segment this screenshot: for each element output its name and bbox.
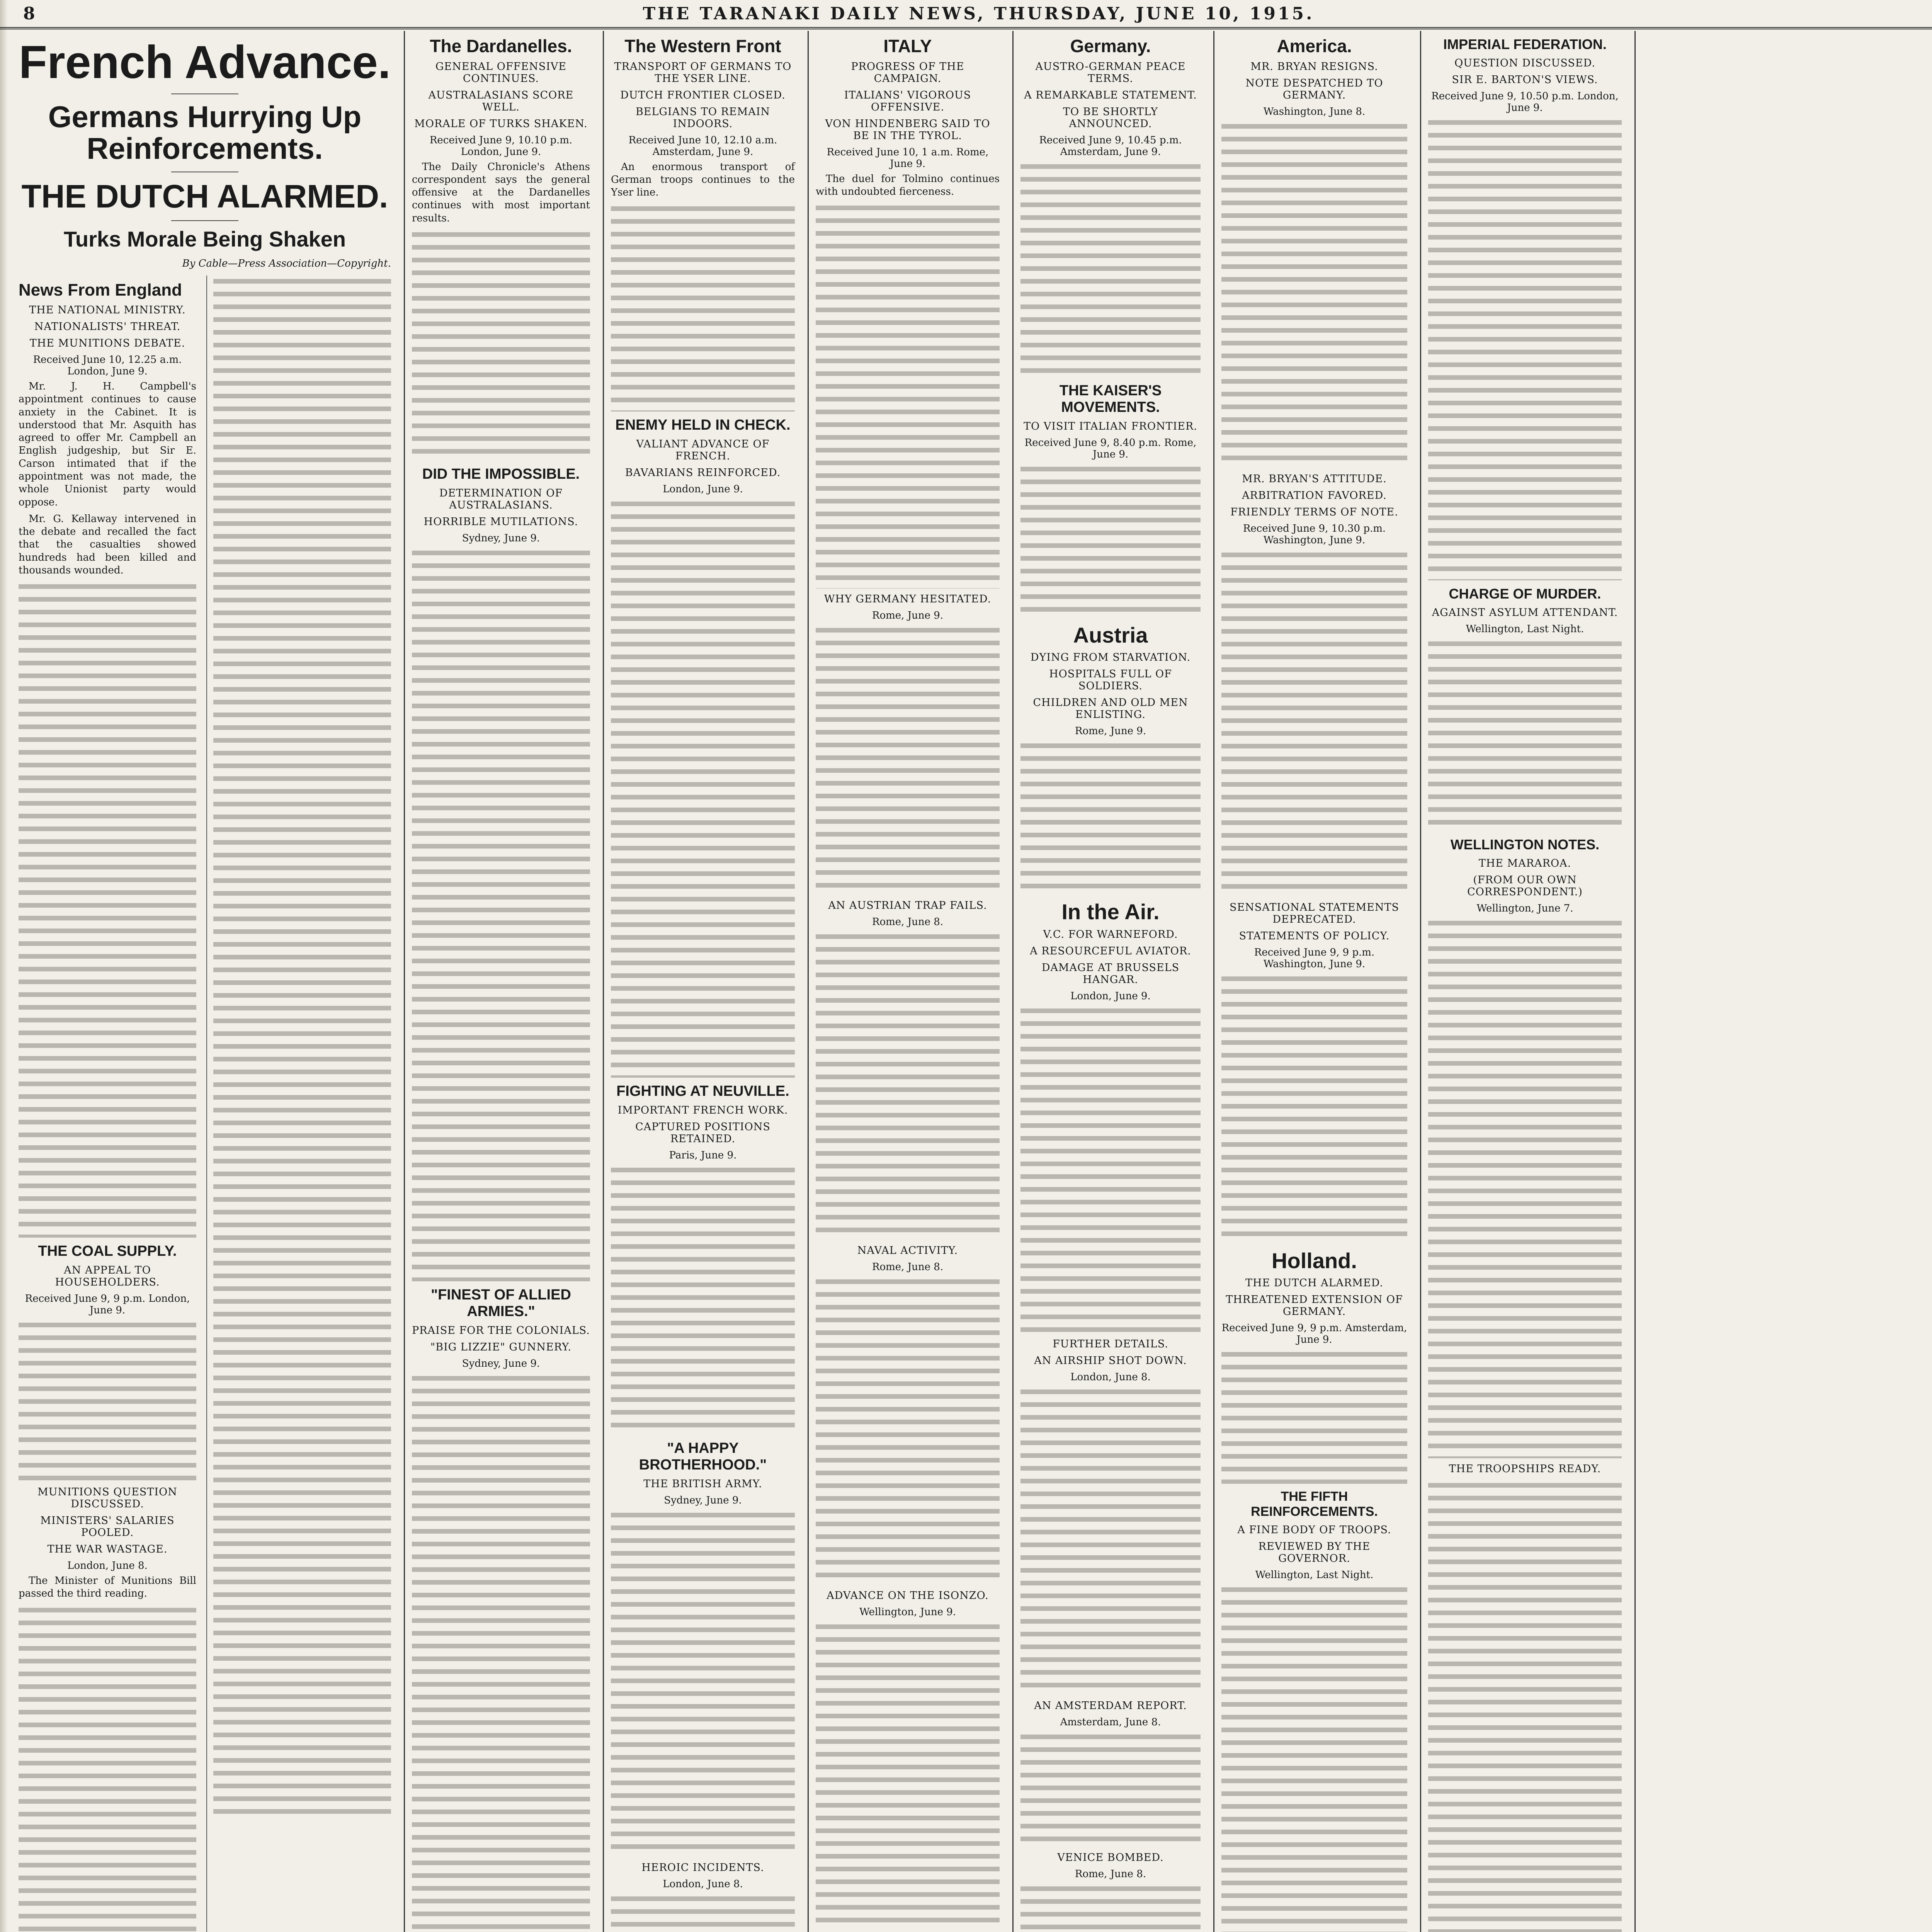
section-sub: MORALE OF TURKS SHAKEN. [414,117,588,130]
section-sub: NATIONALISTS' THREAT. [34,321,181,333]
section-sub: MINISTERS' SALARIES POOLED. [40,1515,175,1539]
headline-french-advance: French Advance. [19,36,391,88]
section-sub: DYING FROM STARVATION. [1030,651,1191,664]
headline-turks-morale: Turks Morale Being Shaken [63,226,346,251]
section-sub: AN APPEAL TO HOUSEHOLDERS. [55,1264,160,1289]
article-body-text [1020,463,1201,618]
section-sub: QUESTION DISCUSSED. [1454,57,1595,69]
section-title-germany: Germany. [1070,36,1151,56]
article-body-text [213,276,391,1821]
article-body-text [1428,638,1622,831]
article-body-text [816,624,1000,895]
dateline: Wellington, Last Night. [1255,1569,1374,1581]
article-body-text [1020,1883,1201,1932]
article-body-text [611,203,795,412]
dateline: Rome, June 8. [1075,1868,1146,1880]
dateline: London, June 8. [1070,1371,1151,1383]
section-sub: THE WAR WASTAGE. [47,1543,168,1556]
dateline: Wellington, June 9. [859,1606,956,1618]
dateline: Sydney, June 9. [664,1495,742,1507]
dateline: Rome, June 8. [872,916,944,928]
dateline: Sydney, June 9. [462,532,540,544]
dateline: London, June 9. [663,483,743,495]
section-heading: THE FIFTH REINFORCEMENTS. [1251,1489,1378,1519]
section-sub: A RESOURCEFUL AVIATOR. [1030,945,1191,957]
column-dardanelles [404,31,597,1932]
section-sub: NOTE DESPATCHED TO GERMANY. [1245,77,1383,101]
subcolumn-news-from-england [19,276,196,1932]
dateline: Received June 9, 9 p.m. Amsterdam, June 9. [1221,1322,1407,1346]
dateline: Received June 9, 8.40 p.m. Rome, June 9. [1024,437,1197,460]
section-sub: THE TROOPSHIPS READY. [1449,1463,1601,1475]
section-title-western-front: The Western Front [624,36,781,56]
section-sub: PROGRESS OF THE CAMPAIGN. [851,60,964,85]
section-sub: SIR E. BARTON'S VIEWS. [1452,74,1598,86]
section-sub: HEROIC INCIDENTS. [641,1862,764,1874]
dateline: Received June 9, 9 p.m. London, June 9. [25,1293,190,1316]
dateline: London, June 8. [67,1560,148,1572]
section-sub: TRANSPORT OF GERMANS TO THE YSER LINE. [614,60,792,85]
section-heading: CHARGE OF MURDER. [1449,586,1601,602]
section-sub: "BIG LIZZIE" GUNNERY. [430,1341,572,1353]
subcolumn-continued [206,276,391,1932]
article-body-text [1428,117,1622,580]
article-body-text [1221,973,1407,1243]
masthead-title: THE TARANAKI DAILY NEWS, THURSDAY, JUNE 10, 1915. [643,3,1315,24]
column-imperial-federation [1420,31,1629,1932]
section-title-america: America. [1277,36,1352,56]
article-body-text [412,229,590,461]
dateline: Washington, June 8. [1263,105,1366,117]
article-body-text [1221,549,1407,897]
dateline: Received June 10, 1 a.m. Rome, June 9. [827,146,989,170]
section-sub: CAPTURED POSITIONS RETAINED. [635,1121,770,1145]
column-germany [1012,31,1208,1932]
dateline: Wellington, June 7. [1476,903,1573,914]
section-title-holland: Holland. [1272,1248,1357,1273]
section-sub: AUSTRALASIANS SCORE WELL. [428,89,574,113]
article-paragraph: Mr. G. Kellaway intervened in the debate and recalled the fact that the casualties showed hundreds had been killed and thousands wounded. [19,513,196,576]
article-body-text [611,498,795,1078]
section-sub: NAVAL ACTIVITY. [857,1245,958,1257]
article-paragraph: The Minister of Munitions Bill passed the third reading. [19,1575,196,1600]
section-sub: THE MARAROA. [1478,857,1571,869]
cable-credit: By Cable—Press Association—Copyright. [182,257,391,269]
section-sub: THREATENED EXTENSION OF GERMANY. [1226,1294,1403,1318]
page-number: 8 [23,3,37,24]
section-sub: ADVANCE ON THE ISONZO. [827,1590,989,1602]
section-title-austria: Austria [1073,622,1148,647]
section-sub: AN AMSTERDAM REPORT. [1034,1699,1187,1712]
section-sub: DAMAGE AT BRUSSELS HANGAR. [1041,961,1180,986]
article-body-text [611,1893,795,1932]
section-sub: WHY GERMANY HESITATED. [824,593,992,605]
article-body-text [1020,1731,1201,1847]
section-sub: HOSPITALS FULL OF SOLDIERS. [1049,668,1172,692]
article-body-text [19,1319,196,1481]
dateline: Received June 10, 12.25 a.m. London, June 9. [33,354,182,378]
section-sub: REVIEWED BY THE GOVERNOR. [1258,1541,1371,1565]
article-body-text [1221,1349,1407,1484]
section-sub: A REMARKABLE STATEMENT. [1024,89,1197,101]
article-body-text [19,581,196,1238]
article-body-text [1428,1480,1622,1932]
article-body-text [1020,1386,1201,1695]
section-heading: DID THE IMPOSSIBLE. [422,466,580,482]
article-body-text [1428,917,1622,1458]
section-sub: THE DUTCH ALARMED. [1245,1277,1383,1289]
article-paragraph: The duel for Tolmino continues with undoubted fierceness. [816,173,1000,197]
section-sub: GENERAL OFFENSIVE CONTINUES. [435,60,567,85]
section-sub: SENSATIONAL STATEMENTS DEPRECATED. [1229,901,1400,925]
section-sub: MR. BRYAN RESIGNS. [1250,60,1378,73]
article-body-text [1221,1584,1407,1932]
section-sub: THE NATIONAL MINISTRY. [29,304,186,316]
section-sub: AGAINST ASYLUM ATTENDANT. [1432,607,1618,619]
section-sub: AUSTRO-GERMAN PEACE TERMS. [1035,60,1186,85]
headline-dutch-alarmed: THE DUTCH ALARMED. [21,178,388,214]
section-sub: CHILDREN AND OLD MEN ENLISTING. [1033,697,1188,721]
article-body-text [816,1621,1000,1930]
section-title-dardanelles: The Dardanelles. [430,36,572,56]
section-title-imperial-federation: IMPERIAL FEDERATION. [1443,36,1607,52]
dateline: Paris, June 9. [669,1150,737,1162]
section-sub: AN AIRSHIP SHOT DOWN. [1034,1354,1187,1367]
section-sub: IMPORTANT FRENCH WORK. [617,1104,788,1117]
section-sub: TO BE SHORTLY ANNOUNCED. [1063,105,1158,130]
dateline: Received June 9, 9 p.m. Washington, June 9. [1254,946,1375,970]
section-heading: THE COAL SUPPLY. [38,1243,177,1260]
section-sub: TO VISIT ITALIAN FRONTIER. [1024,420,1197,432]
page-right-margin [1634,31,1932,1932]
section-heading: FIGHTING AT NEUVILLE. [616,1083,789,1100]
section-sub: BAVARIANS REINFORCED. [625,467,781,479]
article-body-text [1020,161,1201,377]
article-body-text [1020,740,1201,895]
section-sub: MR. BRYAN'S ATTITUDE. [1242,473,1387,485]
section-heading: ENEMY HELD IN CHECK. [615,417,791,434]
dateline: Received June 10, 12.10 a.m. Amsterdam, June 9. [628,134,777,158]
section-sub: MUNITIONS QUESTION DISCUSSED. [37,1486,177,1510]
masthead [0,0,1932,29]
column-italy [808,31,1007,1932]
section-heading: News From England [19,280,182,299]
section-sub: FURTHER DETAILS. [1053,1338,1168,1350]
section-sub: STATEMENTS OF POLICY. [1239,930,1390,942]
section-sub: ITALIANS' VIGOROUS OFFENSIVE. [844,89,971,113]
section-title-italy: ITALY [883,36,932,56]
section-heading: "A HAPPY BROTHERHOOD." [639,1440,767,1473]
dateline: Received June 9, 10.45 p.m. Amsterdam, June 9. [1039,134,1182,158]
article-body-text [816,931,1000,1240]
section-heading: THE KAISER'S MOVEMENTS. [1059,382,1162,415]
column-america [1213,31,1414,1932]
article-body-text [412,1372,590,1932]
dateline: Rome, June 9. [1075,725,1146,737]
section-sub: A FINE BODY OF TROOPS. [1237,1524,1391,1536]
article-paragraph: The Daily Chronicle's Athens correspondent says the general offensive at the Dardanelles continues with most important results. [412,161,590,224]
article-body-text [611,1164,795,1435]
article-body-text [816,1276,1000,1585]
section-sub: THE MUNITIONS DEBATE. [29,337,185,350]
dateline: London, June 8. [663,1878,743,1890]
dateline: Wellington, Last Night. [1466,623,1584,635]
section-sub: VENICE BOMBED. [1057,1851,1164,1864]
dateline: Rome, June 9. [872,610,944,622]
section-sub: THE BRITISH ARMY. [643,1478,762,1490]
headline-germans-reinforcements: Germans Hurrying Up Reinforcements. [48,100,362,165]
section-sub: AN AUSTRIAN TRAP FAILS. [828,900,987,912]
article-body-text [412,547,590,1281]
dateline: Received June 9, 10.50 p.m. London, June 9. [1431,90,1619,114]
article-body-text [611,1509,795,1857]
section-sub: BELGIANS TO REMAIN INDOORS. [635,105,770,130]
section-sub: VON HINDENBERG SAID TO BE IN THE TYROL. [825,117,990,142]
dateline: Amsterdam, June 8. [1060,1716,1161,1728]
section-heading: WELLINGTON NOTES. [1450,837,1600,852]
section-sub: VALIANT ADVANCE OF FRENCH. [636,438,770,463]
section-heading: "FINEST OF ALLIED ARMIES." [431,1286,571,1320]
section-sub: PRAISE FOR THE COLONIALS. [412,1324,590,1337]
section-sub: ARBITRATION FAVORED. [1242,489,1387,502]
dateline: Sydney, June 9. [462,1357,540,1369]
dateline: Received June 9, 10.10 p.m. London, June 9. [429,134,573,158]
article-body-text [1221,121,1407,468]
article-paragraph: Mr. J. H. Campbell's appointment continues to cause anxiety in the Cabinet. It is understood that Mr. Asquith has agreed to offer Mr. Campbell an English judgeship, but Sir E. Carson intimated that if the appointment was not made, the whole Unionist party would oppose. [19,381,196,508]
page-fold-shadow [0,0,8,1932]
section-sub: DETERMINATION OF AUSTRALASIANS. [439,487,563,511]
section-title-in-the-air: In the Air. [1061,900,1160,924]
dateline: London, June 9. [1070,990,1151,1002]
divider [171,220,238,221]
section-sub: DUTCH FRONTIER CLOSED. [620,89,786,101]
article-body-text [19,1604,196,1932]
column-french-advance [12,31,398,1932]
section-sub: (FROM OUR OWN CORRESPONDENT.) [1467,874,1583,898]
section-sub: FRIENDLY TERMS OF NOTE. [1230,506,1398,518]
section-sub: V.C. FOR WARNEFORD. [1043,928,1178,940]
dateline: Rome, June 8. [872,1261,944,1273]
section-sub: HORRIBLE MUTILATIONS. [423,515,578,528]
article-body-text [816,202,1000,588]
column-western-front [603,31,802,1932]
article-paragraph: An enormous transport of German troops continues to the Yser line. [611,161,795,199]
dateline: Received June 9, 10.30 p.m. Washington, June 9. [1243,522,1386,546]
article-body-text [1020,1005,1201,1333]
